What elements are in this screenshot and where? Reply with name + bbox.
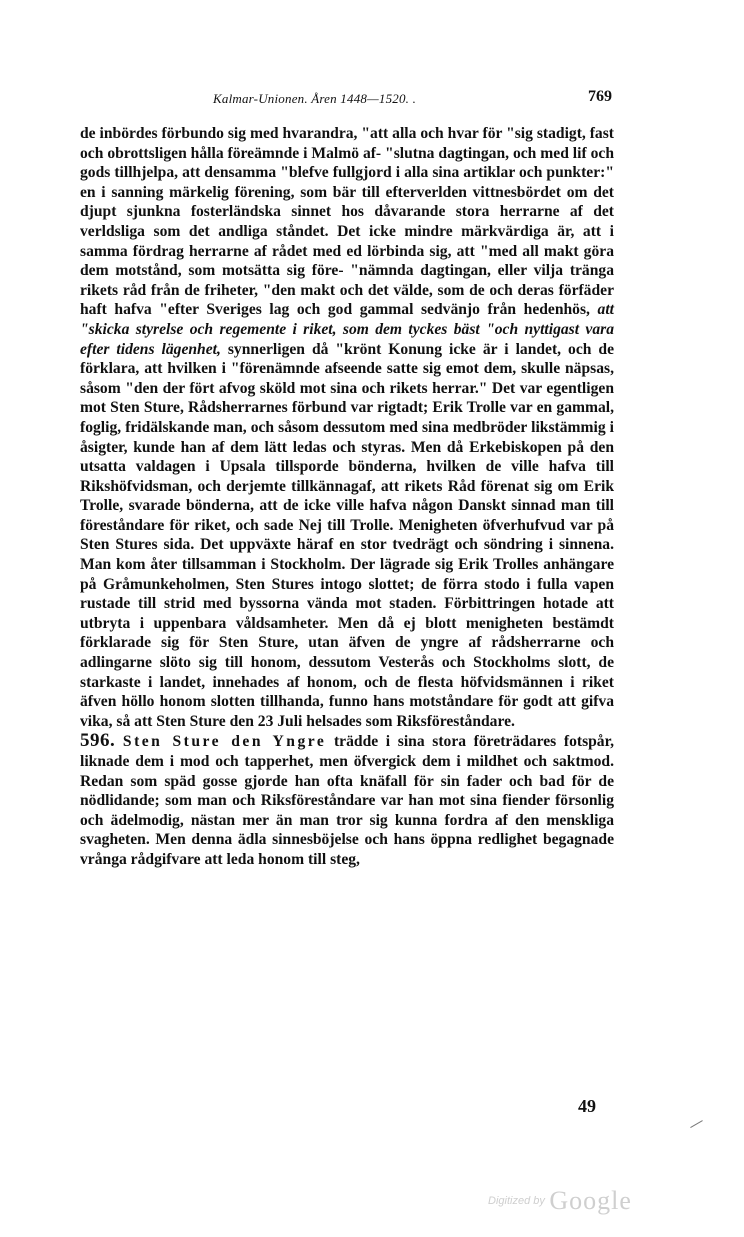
paragraph-continued: [80, 124, 614, 731]
section-text: trädde i sina stora företrädares fotspår, liknade dem i mod och tapperhet, men öfvergick dem i mildhet och saktmod. Redan som späd gosse gjorde han ofta knäfall för sin fader och bad för de nödlidande; som man och Riksföreståndare var han mot sina fiender försonlig och ädelmodig, nästan mer än man tror sig kunna fordra af den menskliga svagheten. Men denna ädla sinnesböjelse och hans öppna redlighet begagnade vrånga rådgifvare att leda honom till steg,: [80, 733, 614, 868]
google-logo: Google: [549, 1186, 632, 1215]
signature-mark: 49: [578, 1096, 596, 1116]
stray-ink-mark: [687, 1115, 703, 1128]
book-page: [80, 88, 614, 870]
paragraph-section: [80, 731, 614, 869]
paragraph-text-end: Juli helsades som Riksföreståndare.: [273, 712, 515, 730]
section-number: 596.: [80, 730, 116, 752]
date-number: 23: [257, 712, 274, 730]
paragraph-text: de inbördes förbundo sig med hvarandra, "att alla och hvar för "sig stadigt, fast och obrottsligen hålla föreämnde i Malmö af- "slutna dagtingan, och med lif och gods tillhjelpa, att densamma "blefve fullgjord i alla sina artiklar och punkter:" en i sanning märkelig förening, som bär till efterverlden vittnesbördet om det djupt sjunkna fosterländska sinnet hos dåvarande stora herrarne af det verldsliga som det andliga ståndet. Det icke mindre märkvärdiga är, att i samma fördrag herrarne af rådet med ed lörbinda sig, att "med all makt göra dem motstånd, som motsätta sig före- "nämnda dagtingan, eller vilja tränga rikets råd från de friheter, "den makt och det välde, som de och deras förfäder haft hafva "efter Sveriges lag och god gammal sedvänjo från hedenhös,: [80, 125, 614, 319]
italic-quotation: att "skicka styrelse och regemente i riket, som dem tyckes bäst "och nyttigast vara efter tidens lägenhet,: [80, 301, 614, 358]
section-subject: Sten Sture den Yngre: [122, 733, 327, 751]
body-text: [80, 124, 614, 870]
paragraph-text-rest: synnerligen då "krönt Konung icke är i landet, och de förklara, att hvilken i "förenämnde afseende satte sig emot dem, skulle näpsas, såsom "den der fört afvog sköld mot sina och rikets herrar." Det var egentligen mot Sten Sture, Rådsherrarnes förbund var rigtadt; Erik Trolle var en gammal, foglig, fridälskande man, och såsom dessutom med sina medbröder likstämmig i åsigter, kunde han af dem lätt ledas och styras. Men då Erkebiskopen på den utsatta valdagen i Upsala tillsporde bönderna, hvilken de ville hafva till Rikshöfvidsman, och derjemte tillkännagaf, att rikets Råd förenat sig om Erik Trolle, svarade bönderna, att de icke ville hafva någon Danskt sinnad man till föreståndare för riket, och sade Nej till Trolle. Menigheten öfverhufvud var på Sten Stures sida. Det uppväxte häraf en stor tvedrägt och söndring i sinnena. Man kom åter tillsamman i Stockholm. Der lägrade sig Erik Trolles anhängare på Gråmunkeholmen, Sten Stures intogo slottet; de förra stodo i fulla vapen rustade till strid med byssorna vända mot staden. Förbittringen hotade att utbryta i uppenbara våldsamheter. Men då ej blott menigheten bestämdt förklarade sig för Sten Sture, utan äfven de yngre af rådsherrarne och adlingarne slöto sig till honom, dessutom Vesterås och Stockholms slott, de starkaste i landet, innehades af honom, och de flesta höfvidsmännen i riket äfven höllo honom slotten tillhanda, funno hans motståndare för godt att gifva vika, så att Sten Sture den: [80, 340, 614, 730]
digitized-watermark: [488, 1186, 632, 1216]
running-head-title: Kalmar-Unionen. Åren 1448—1520. .: [213, 91, 417, 106]
page-number: 769: [588, 88, 612, 105]
watermark-prefix: Digitized by: [488, 1195, 545, 1207]
running-head: [80, 88, 614, 110]
